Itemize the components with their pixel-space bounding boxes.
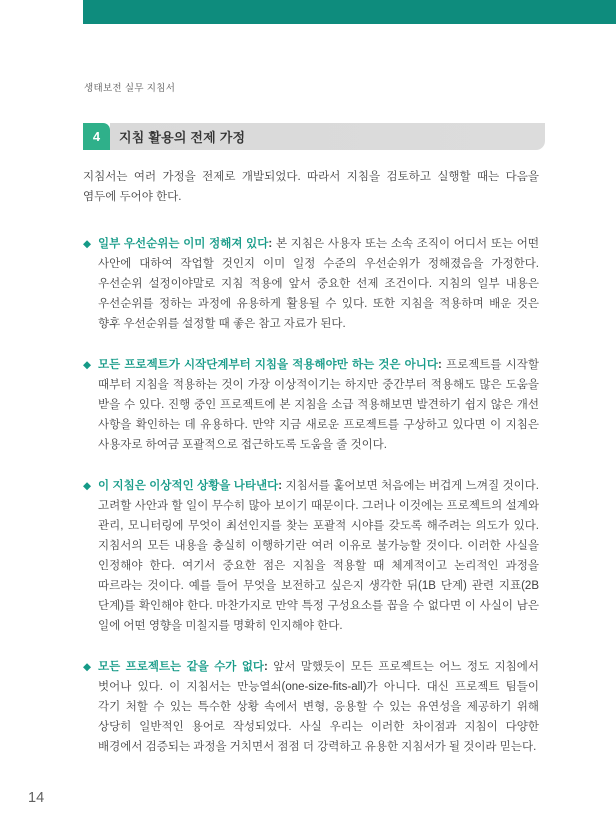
bullet-colon: : <box>438 359 446 371</box>
diamond-bullet-icon: ◆ <box>83 480 92 492</box>
bullet-item <box>83 234 539 334</box>
bullet-colon: : <box>268 238 276 250</box>
section-title: 지침 활용의 전제 가정 <box>119 130 246 145</box>
bullet-colon: : <box>264 661 274 673</box>
page-number: 14 <box>28 790 45 806</box>
intro-paragraph: 지침서는 여러 가정을 전제로 개발되었다. 따라서 지침을 검토하고 실행할 때는 다음을 염두에 두어야 한다. <box>83 171 539 203</box>
bullet-body: 지침서를 훑어보면 처음에는 버겁게 느껴질 것이다. 고려할 사안과 할 일이 무수히 많아 보이기 때문이다. 그러나 이것에는 프로젝트의 설계와 관리, 모니터링에 무엇이 최선인지를 찾는 포괄적 시야를 갖도록 해주려는 의도가 있다. 지침서의 모든 내용을 충실히 이행하기란 여러 이유로 불가능할 것이다. 이러한 사실을 인정해야 한다. 여기서 중요한 점은 지침을 적용할 때 체계적이고 논리적인 과정을 따르라는 것이다. 예를 들어 무엇을 보전하고 싶은지 생각한 뒤(1B 단계) 관련 지표(2B 단계)를 확인해야 한다. 마찬가지로 만약 특정 구성요소를 꼽을 수 없다면 이 사실이 남은 일에 어떤 영향을 미칠지를 명확히 인지해야 한다. <box>98 480 539 632</box>
bullet-item <box>83 476 539 636</box>
bullet-body: 앞서 말했듯이 모든 프로젝트는 어느 정도 지침에서 벗어나 있다. 이 지침서는 만능열쇠(one-size-fits-all)가 아니다. 대신 프로젝트 팀들이 각기 처할 수 있는 특수한 상황 속에서 변형, 응용할 수 있는 유연성을 제공하기 위해 상당히 일반적인 용어로 작성되었다. 사실 우리는 이러한 차이점과 지침이 다양한 배경에서 검증되는 과정을 거치면서 점점 더 강력하고 유용한 지침서가 될 것이라 믿는다. <box>98 661 539 753</box>
bullet-item <box>83 657 539 757</box>
bullet-list <box>83 234 539 757</box>
bullet-colon: : <box>278 480 286 492</box>
bullet-item <box>83 355 539 455</box>
bullet-body: 본 지침은 사용자 또는 소속 조직이 어디서 또는 어떤 사안에 대하여 작업할 것인지 이미 일정 수준의 우선순위가 정해졌음을 가정한다. 우선순위 설정이야말로 지침 적용에 앞서 중요한 선제 조건이다. 지침의 일부 내용은 우선순위를 정하는 과정에 유용하게 활용될 수 있다. 또한 지침을 적용하며 배운 것은 향후 우선순위를 설정할 때 좋은 참고 자료가 된다. <box>98 238 539 330</box>
top-accent-bar <box>83 0 616 24</box>
bullet-lead: 일부 우선순위는 이미 정해져 있다 <box>98 238 269 250</box>
running-header: 생태보전 실무 지침서 <box>84 83 176 94</box>
section-title-bar <box>110 123 545 150</box>
bullet-body: 프로젝트를 시작할 때부터 지침을 적용하는 것이 가장 이상적이기는 하지만 중간부터 적용해도 많은 도움을 받을 수 있다. 진행 중인 프로젝트에 본 지침을 소급 적용해보면 발견하기 쉽지 않은 개선 사항을 확인하는 데 유용하다. 만약 지금 새로운 프로젝트를 구상하고 있다면 이 지침은 사용자로 하여금 포괄적으로 접근하도록 도움을 줄 것이다. <box>98 359 539 451</box>
section-number-badge: 4 <box>83 123 110 150</box>
diamond-bullet-icon: ◆ <box>83 661 92 673</box>
diamond-bullet-icon: ◆ <box>83 238 92 250</box>
body-content <box>83 167 539 757</box>
section-header <box>83 123 545 150</box>
bullet-lead: 모든 프로젝트는 같을 수가 없다 <box>98 661 265 673</box>
diamond-bullet-icon: ◆ <box>83 359 92 371</box>
bullet-lead: 이 지침은 이상적인 상황을 나타낸다 <box>98 480 279 492</box>
bullet-lead: 모든 프로젝트가 시작단계부터 지침을 적용해야만 하는 것은 아니다 <box>98 359 439 371</box>
